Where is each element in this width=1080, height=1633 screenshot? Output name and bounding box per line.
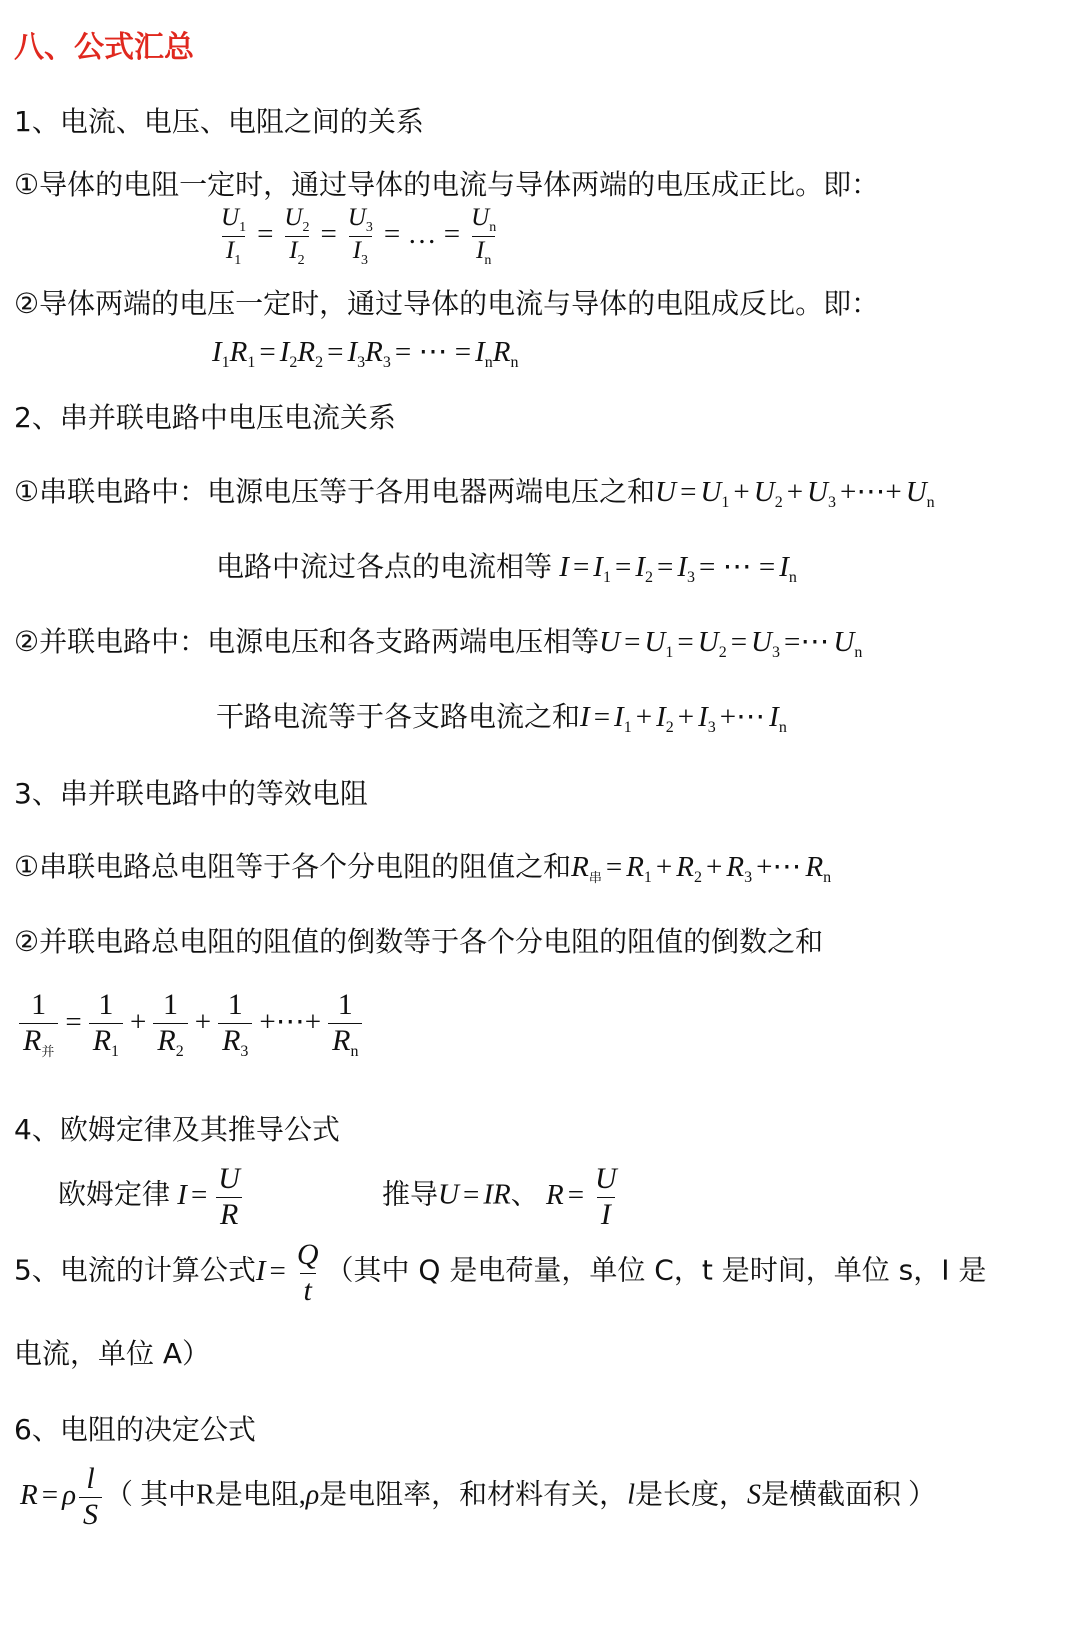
section-1-title: 1、电流、电压、电阻之间的关系 — [14, 105, 424, 138]
section-5-note-cont: 电流，单位 A） — [14, 1337, 211, 1370]
s2-series-voltage-line — [14, 470, 935, 512]
s1-inverse-text: ②导体两端的电压一定时，通过导体的电流与导体的电阻成反比。即： — [14, 287, 880, 320]
section-4-title: 4、欧姆定律及其推导公式 — [14, 1113, 340, 1146]
formula-r-equals-u-over-i: R = $\frac{U}{I}$ — [538, 1162, 617, 1231]
section-3-title: 3、串并联电路中的等效电阻 — [14, 777, 368, 810]
s2-parallel-current-line — [216, 695, 787, 737]
formula-series-voltage: $U = U_1 + U_2 + U_3$ +⋯+ $U_n$ — [655, 476, 935, 511]
section-6-title: 6、电阻的决定公式 — [14, 1413, 256, 1446]
s3-series-resistance-line — [14, 845, 831, 887]
section-5-note: （其中 Q 是电荷量，单位 C，t 是时间，单位 s，I 是 — [325, 1253, 987, 1287]
section-heading: 八、公式汇总 — [14, 30, 194, 65]
s3-series-resistance-text: ①串联电路总电阻等于各个分电阻的阻值之和 — [14, 850, 572, 883]
formula-parallel-resistance: $\frac{1}{R_并}$ = $\frac{1}{R_1}$ + $\frac{1}{R_2}$ + $\frac{1}{R_3}$ +⋯+ $\frac{1}{R_n}$ — [16, 988, 365, 1061]
section-2-title: 2、串并联电路中电压电流关系 — [14, 401, 396, 434]
section-6-formula-line — [20, 1462, 936, 1532]
note-open: （ 其中 — [105, 1479, 197, 1511]
note-c: 是长度， — [634, 1479, 747, 1511]
note-b: 是电阻率，和材料有关， — [319, 1479, 628, 1511]
s2-parallel-voltage-line — [14, 620, 862, 662]
formula-current-charge: I = $\frac{Q}{t}$ — [255, 1238, 319, 1307]
ohms-law-line — [58, 1162, 247, 1232]
s2-series-current-line — [216, 545, 797, 587]
formula-series-resistance: $R_串 = R_1 + R_2 + R_3$ +⋯ $R_n$ — [571, 851, 832, 886]
subscript-series: 串 — [588, 871, 602, 886]
derive-label: 推导 — [382, 1177, 439, 1211]
formula-parallel-voltage: $U = U_1 = U_2 = U_3$ =⋯ $U_n$ — [599, 626, 863, 661]
s3-parallel-resistance-text: ②并联电路总电阻的阻值的倒数等于各个分电阻的阻值的倒数之和 — [14, 925, 824, 958]
formula-ir-constant: $I_1R_1 = I_2R_2 = I_3R_3$ = ⋯ = $I_nR_n$ — [212, 336, 519, 371]
section-5-prefix: 5、电流的计算公式 — [14, 1253, 256, 1287]
s2-series-current-text: 电路中流过各点的电流相等 — [216, 550, 553, 583]
formula-series-current: $I = I_1 = I_2 = I_3$ = ⋯ = $I_n$ — [552, 551, 797, 586]
note-a: 是电阻, — [214, 1479, 306, 1511]
formula-ohms-law: I = $\frac{U}{R}$ — [170, 1179, 247, 1211]
s2-series-voltage-text: ①串联电路中：电源电压等于各用电器两端电压之和 — [14, 475, 656, 508]
formula-u-equals-ir: U = IR — [438, 1178, 511, 1211]
section-6-note: （ 其中R是电阻,ρ是电阻率，和材料有关，l是长度，S是横截面积 ） — [105, 1479, 936, 1511]
formula-u-over-i-equal: $\frac{U_1}{I_1}$ = $\frac{U_2}{I_2}$ = $\frac{U_3}{I_3}$ = … = $\frac{U_n}{I_n}$ — [221, 204, 497, 269]
ohms-law-label: 欧姆定律 — [58, 1177, 171, 1211]
derive-separator: 、 — [510, 1177, 539, 1211]
section-5-line — [14, 1238, 986, 1308]
ohms-derived-line — [382, 1162, 624, 1232]
s1-proportional-text: ①导体的电阻一定时，通过导体的电流与导体两端的电压成正比。即： — [14, 168, 880, 201]
formula-parallel-current: $I = I_1 + I_2 + I_3$ +⋯ $I_n$ — [580, 701, 787, 736]
s2-parallel-current-text: 干路电流等于各支路电流之和 — [216, 700, 581, 733]
s2-parallel-voltage-text: ②并联电路中：电源电压和各支路两端电压相等 — [14, 625, 600, 658]
note-d: 是横截面积 ） — [760, 1479, 936, 1511]
subscript-parallel: 并 — [41, 1044, 55, 1060]
formula-resistance-law: R = ρ $\frac{l}{S}$ — [20, 1479, 105, 1511]
